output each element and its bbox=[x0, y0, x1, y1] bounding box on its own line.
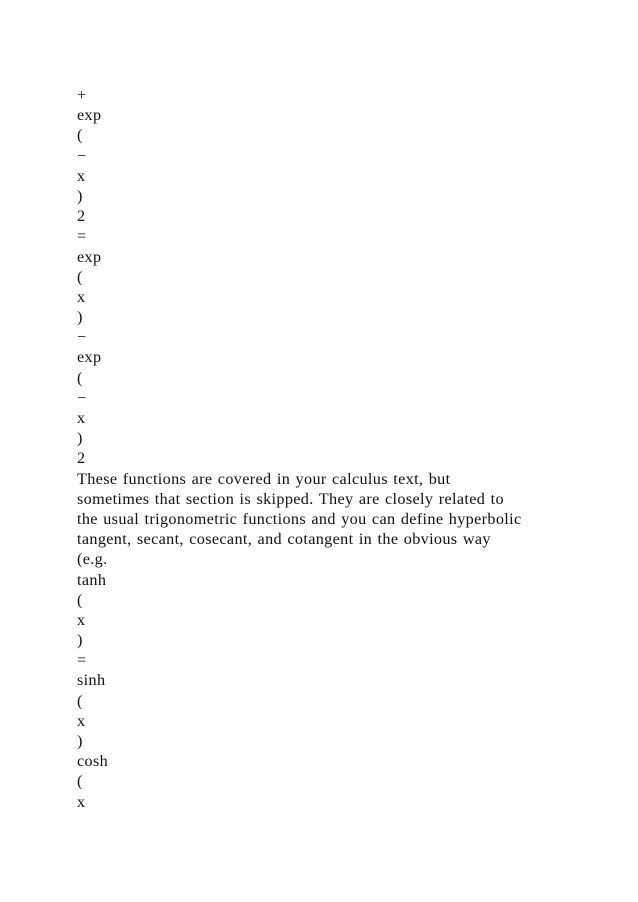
text-line: x bbox=[77, 711, 86, 730]
text-line: − bbox=[77, 328, 87, 347]
text-line: ( bbox=[77, 691, 83, 710]
text-line: = bbox=[77, 651, 87, 670]
paragraph-line: tangent, secant, cosecant, and cotangent in the obvious way bbox=[77, 530, 491, 549]
text-line: ) bbox=[77, 732, 83, 750]
text-line: ( bbox=[77, 126, 83, 145]
text-line: tanh bbox=[77, 570, 107, 589]
document-text bbox=[77, 85, 597, 812]
text-line: ) bbox=[77, 308, 83, 327]
paragraph-line: sometimes that section is skipped. They are closely related to bbox=[77, 489, 504, 508]
paragraph-line: the usual trigonometric functions and you can define hyperbolic bbox=[77, 509, 522, 528]
text-line: x bbox=[77, 792, 86, 811]
paragraph-line: These functions are covered in your calculus text, but bbox=[77, 469, 451, 488]
text-line: x bbox=[77, 610, 86, 629]
text-line: ( bbox=[77, 772, 83, 791]
text-line: − bbox=[77, 388, 87, 407]
text-line: exp bbox=[77, 247, 102, 266]
text-line: x bbox=[77, 409, 86, 427]
text-line: ) bbox=[77, 631, 83, 650]
text-line: sinh bbox=[77, 671, 106, 690]
text-line: x bbox=[77, 287, 86, 306]
text-line: ) bbox=[77, 429, 83, 448]
text-line: + bbox=[77, 86, 87, 104]
text-line: − bbox=[77, 146, 87, 165]
text-line: ( bbox=[77, 267, 83, 286]
text-line: ) bbox=[77, 186, 83, 205]
text-line: exp bbox=[77, 106, 102, 125]
text-line: ( bbox=[77, 368, 83, 387]
text-line: = bbox=[77, 227, 87, 246]
text-line: 2 bbox=[77, 207, 86, 226]
text-line: x bbox=[77, 166, 86, 185]
text-line: exp bbox=[77, 348, 102, 367]
text-line: ( bbox=[77, 590, 83, 609]
text-line: cosh bbox=[77, 752, 109, 771]
text-line: (e.g. bbox=[77, 550, 108, 569]
text-line: 2 bbox=[77, 449, 86, 468]
